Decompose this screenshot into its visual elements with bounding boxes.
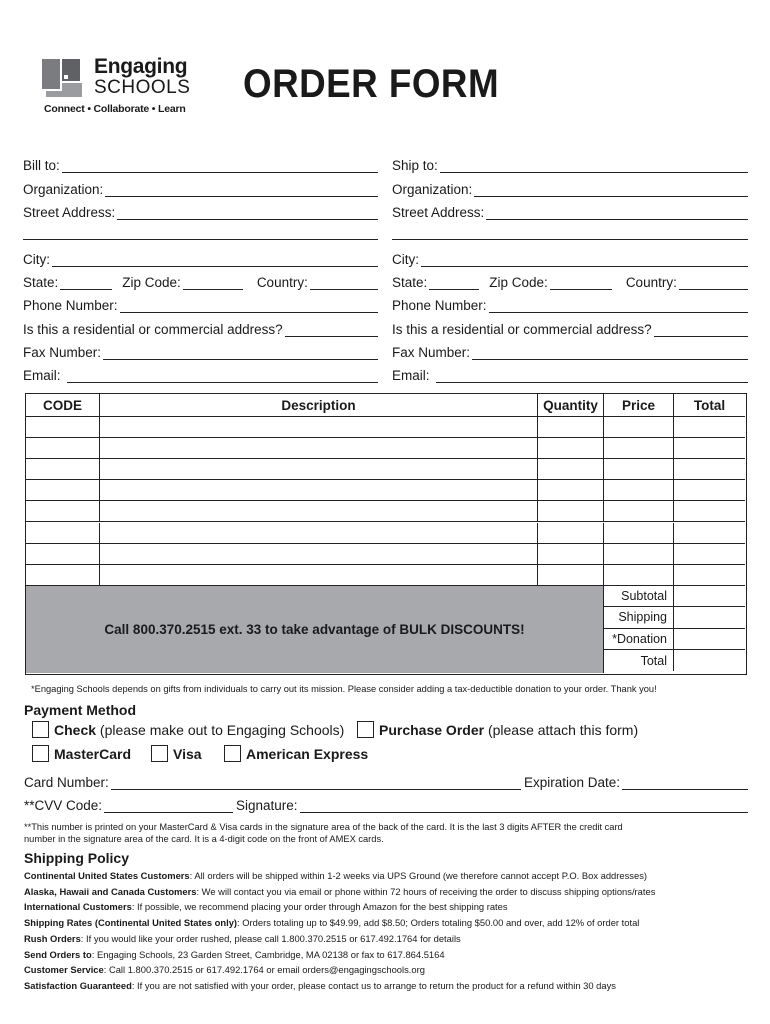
- order-row-5-code-cell[interactable]: [26, 501, 100, 522]
- ship-city-label: City:: [392, 252, 419, 267]
- order-row-4-total-cell[interactable]: [674, 480, 745, 501]
- shipping-policy-text: : If possible, we recommend placing your order through Amazon for the best shipping rates: [131, 901, 508, 913]
- purchase-order-checkbox[interactable]: [357, 721, 374, 738]
- summary-value-3[interactable]: [674, 650, 745, 671]
- shipping-policy-item: [24, 949, 445, 960]
- shipping-policy-text: : If you are not satisfied with your order, please contact us to arrange to return the product for a refund within 30 days: [131, 979, 616, 991]
- summary-value-2[interactable]: [674, 629, 745, 650]
- order-row-5-total-cell[interactable]: [674, 501, 745, 522]
- payment-visa-option[interactable]: [151, 745, 202, 762]
- logo-text-schools: SCHOOLS: [94, 77, 191, 98]
- cvv-note-line-2: number in the signature area of the card. It is a 4-digit code on the front of AMEX cards.: [24, 834, 384, 844]
- expiration-date-label: Expiration Date:: [524, 775, 621, 790]
- payment-po-option[interactable]: [357, 721, 638, 738]
- bill-phone-field[interactable]: [23, 293, 378, 313]
- signature-field[interactable]: [236, 793, 748, 813]
- order-row-2-description-cell[interactable]: [100, 438, 538, 459]
- order-row-1-quantity-cell[interactable]: [538, 417, 604, 438]
- order-row-3-price-cell[interactable]: [604, 459, 674, 480]
- order-row-6-total-cell[interactable]: [674, 523, 745, 544]
- order-row-3-description-cell[interactable]: [100, 459, 538, 480]
- order-row-6-quantity-cell[interactable]: [538, 523, 604, 544]
- bulk-discount-text: Call 800.370.2515 ext. 33 to take advantage of BULK DISCOUNTS!: [104, 622, 525, 637]
- bill-street-field[interactable]: [23, 200, 378, 220]
- order-row-4-price-cell[interactable]: [604, 480, 674, 501]
- header-total: Total: [674, 394, 745, 417]
- order-row-5-description-cell[interactable]: [100, 501, 538, 522]
- order-row-3-quantity-cell[interactable]: [538, 459, 604, 480]
- ship-phone-label: Phone Number:: [392, 298, 487, 313]
- header-quantity: Quantity: [538, 394, 604, 417]
- order-row-1-code-cell[interactable]: [26, 417, 100, 438]
- ship-organization-field[interactable]: [392, 177, 748, 197]
- mastercard-checkbox[interactable]: [32, 745, 49, 762]
- shipping-policy-label: Alaska, Hawaii and Canada Customers: [24, 885, 197, 897]
- order-row-6-price-cell[interactable]: [604, 523, 674, 544]
- visa-checkbox[interactable]: [151, 745, 168, 762]
- bill-fax-label: Fax Number:: [23, 345, 102, 360]
- ship-street-label: Street Address:: [392, 205, 485, 220]
- order-row-2-price-cell[interactable]: [604, 438, 674, 459]
- order-row-5-quantity-cell[interactable]: [538, 501, 604, 522]
- order-row-4-code-cell[interactable]: [26, 480, 100, 501]
- shipping-policy-heading: Shipping Policy: [24, 850, 130, 866]
- logo-tagline: Connect • Collaborate • Learn: [44, 103, 186, 115]
- order-row-7-description-cell[interactable]: [100, 544, 538, 565]
- bill-country-label: Country:: [256, 275, 308, 290]
- order-row-1-total-cell[interactable]: [674, 417, 745, 438]
- order-row-4-quantity-cell[interactable]: [538, 480, 604, 501]
- order-row-4-description-cell[interactable]: [100, 480, 538, 501]
- bill-organization-field[interactable]: [23, 177, 378, 197]
- header-description: Description: [100, 394, 538, 417]
- shipping-policy-item: [24, 870, 647, 881]
- ship-organization-label: Organization:: [392, 182, 473, 197]
- ship-fax-label: Fax Number:: [392, 345, 471, 360]
- shipping-policy-text: : We will contact you via email or phone within 72 hours of receiving the order to discuss shipping options/rates: [196, 885, 656, 897]
- order-row-6-description-cell[interactable]: [100, 523, 538, 544]
- ship-state-row[interactable]: [392, 270, 748, 290]
- logo-mark-icon: [42, 57, 88, 99]
- cvv-label: **CVV Code:: [24, 798, 103, 813]
- order-row-8-total-cell[interactable]: [674, 565, 745, 586]
- check-label: Check: [54, 721, 97, 738]
- header-price: Price: [604, 394, 674, 417]
- logo-text-engaging: Engaging: [94, 55, 188, 78]
- ship-state-label: State:: [392, 275, 428, 290]
- ship-email-field[interactable]: [392, 363, 748, 383]
- payment-mastercard-option[interactable]: [32, 745, 131, 762]
- cvv-note-line-1: **This number is printed on your MasterCard & Visa cards in the signature area of the back of the card. It is the last 3 digits AFTER the credit card: [24, 822, 623, 832]
- purchase-order-label: Purchase Order: [379, 721, 485, 738]
- shipping-policy-text: : Orders totaling up to $49.99, add $8.50; Orders totaling $50.00 and over, add 12% of order total: [237, 917, 640, 929]
- summary-label-3: Total: [604, 650, 674, 671]
- shipping-policy-item: [24, 980, 616, 991]
- payment-method-heading: Payment Method: [24, 702, 137, 718]
- bill-email-label: Email:: [23, 368, 61, 383]
- order-table: [25, 393, 747, 675]
- order-row-7-code-cell[interactable]: [26, 544, 100, 565]
- ship-country-label: Country:: [625, 275, 677, 290]
- ship-to-field[interactable]: [392, 153, 748, 173]
- bill-organization-label: Organization:: [23, 182, 104, 197]
- bill-to-field[interactable]: [23, 153, 378, 173]
- summary-label-2: *Donation: [604, 629, 674, 650]
- shipping-policy-label: Shipping Rates (Continental United States only): [24, 917, 238, 929]
- bill-residential-label: Is this a residential or commercial address?: [23, 322, 283, 337]
- order-row-1-description-cell[interactable]: [100, 417, 538, 438]
- shipping-policy-item: [24, 964, 425, 975]
- signature-label: Signature:: [236, 798, 298, 813]
- mastercard-label: MasterCard: [54, 745, 132, 762]
- bill-residential-field[interactable]: [23, 317, 378, 337]
- ship-residential-field[interactable]: [392, 317, 748, 337]
- header-code: CODE: [26, 394, 100, 417]
- check-note: (please make out to Engaging Schools): [99, 721, 345, 738]
- bill-fax-field[interactable]: [23, 340, 378, 360]
- shipping-policy-text: : If you would like your order rushed, please call 1.800.370.2515 or 617.492.1764 for details: [80, 932, 461, 944]
- bill-zip-label: Zip Code:: [122, 275, 181, 290]
- order-row-8-price-cell[interactable]: [604, 565, 674, 586]
- page-title: ORDER FORM: [243, 62, 500, 106]
- shipping-policy-label: International Customers: [24, 901, 132, 913]
- shipping-policy-label: Satisfaction Guaranteed: [24, 979, 132, 991]
- bill-city-field[interactable]: [23, 247, 378, 267]
- cvv-field[interactable]: [24, 793, 233, 813]
- card-number-field[interactable]: [24, 770, 521, 790]
- order-row-7-total-cell[interactable]: [674, 544, 745, 565]
- order-row-8-description-cell[interactable]: [100, 565, 538, 586]
- order-row-3-total-cell[interactable]: [674, 459, 745, 480]
- order-row-5-price-cell[interactable]: [604, 501, 674, 522]
- shipping-policy-label: Send Orders to: [24, 948, 92, 960]
- ship-street-line-2[interactable]: [392, 238, 748, 240]
- shipping-policy-label: Continental United States Customers: [24, 870, 190, 881]
- payment-amex-option[interactable]: [224, 745, 368, 762]
- shipping-policy-item: [24, 886, 655, 897]
- ship-phone-field[interactable]: [392, 293, 748, 313]
- ship-to-label: Ship to:: [392, 158, 438, 173]
- ship-zip-label: Zip Code:: [489, 275, 548, 290]
- order-row-2-code-cell[interactable]: [26, 438, 100, 459]
- order-row-8-quantity-cell[interactable]: [538, 565, 604, 586]
- amex-label: American Express: [246, 745, 369, 762]
- check-checkbox[interactable]: [32, 721, 49, 738]
- bill-city-label: City:: [23, 252, 50, 267]
- bill-state-row[interactable]: [23, 270, 378, 290]
- order-row-7-price-cell[interactable]: [604, 544, 674, 565]
- ship-residential-label: Is this a residential or commercial address?: [392, 322, 652, 337]
- summary-value-0[interactable]: [674, 586, 745, 607]
- bulk-discount-banner: [26, 586, 604, 673]
- shipping-policy-text: : Call 1.800.370.2515 or 617.492.1764 or email orders@engagingschools.org: [103, 964, 425, 976]
- bill-email-field[interactable]: [23, 363, 378, 383]
- summary-value-1[interactable]: [674, 607, 745, 628]
- payment-check-option[interactable]: [32, 721, 344, 738]
- bill-phone-label: Phone Number:: [23, 298, 118, 313]
- order-row-2-quantity-cell[interactable]: [538, 438, 604, 459]
- bill-street-label: Street Address:: [23, 205, 116, 220]
- card-number-label: Card Number:: [24, 775, 109, 790]
- donation-note: *Engaging Schools depends on gifts from individuals to carry out its mission. Please consider adding a tax-deductible donation to your order. Thank you!: [31, 684, 657, 694]
- purchase-order-note: (please attach this form): [487, 721, 639, 738]
- summary-label-0: Subtotal: [604, 586, 674, 607]
- bill-street-line-2[interactable]: [23, 238, 378, 240]
- ship-street-field[interactable]: [392, 200, 748, 220]
- ship-city-field[interactable]: [392, 247, 748, 267]
- shipping-policy-label: Customer Service: [24, 964, 104, 976]
- bill-to-label: Bill to:: [23, 158, 60, 173]
- shipping-policy-item: [24, 933, 461, 944]
- summary-label-1: Shipping: [604, 607, 674, 628]
- order-row-7-quantity-cell[interactable]: [538, 544, 604, 565]
- shipping-policy-text: : Engaging Schools, 23 Garden Street, Cambridge, MA 02138 or fax to 617.864.5164: [91, 948, 445, 960]
- order-row-3-code-cell[interactable]: [26, 459, 100, 480]
- shipping-policy-item: [24, 917, 639, 928]
- amex-checkbox[interactable]: [224, 745, 241, 762]
- engaging-schools-logo: [42, 55, 192, 120]
- shipping-policy-label: Rush Orders: [24, 932, 81, 944]
- visa-label: Visa: [173, 745, 202, 762]
- bill-state-label: State:: [23, 275, 59, 290]
- order-row-8-code-cell[interactable]: [26, 565, 100, 586]
- expiration-date-field[interactable]: [524, 770, 748, 790]
- order-row-1-price-cell[interactable]: [604, 417, 674, 438]
- shipping-policy-text: : All orders will be shipped within 1-2 weeks via UPS Ground (we therefore cannot accept P.O. Box addresses): [189, 870, 648, 881]
- ship-email-label: Email:: [392, 368, 430, 383]
- shipping-policy-item: [24, 901, 508, 912]
- ship-fax-field[interactable]: [392, 340, 748, 360]
- order-row-6-code-cell[interactable]: [26, 523, 100, 544]
- order-row-2-total-cell[interactable]: [674, 438, 745, 459]
